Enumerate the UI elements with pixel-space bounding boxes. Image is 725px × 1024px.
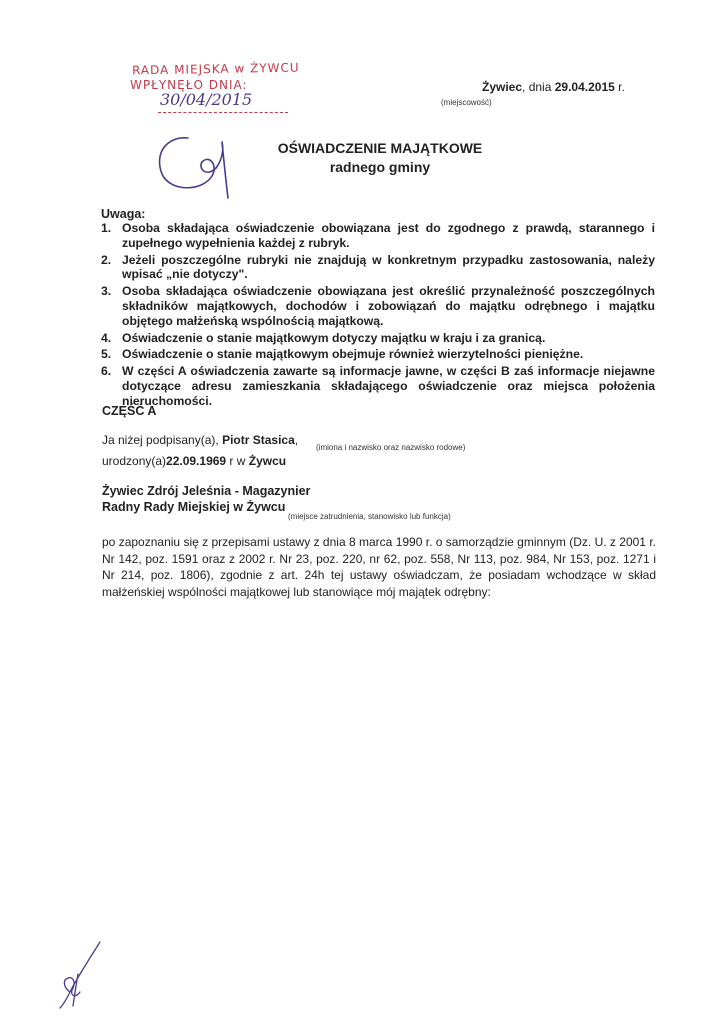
name-caption: (imiona i nazwisko oraz nazwisko rodowe) [316,443,466,452]
signatory-suffix: , [294,433,299,447]
handwritten-initials [150,132,250,202]
note-text: W części A oświadczenia zawarte są informacje jawne, w części B zaś informacje niejawne dotyczące adresu zamieszkania składającego oświadczenie oraz miejsca położenia nieruchomości. [122,364,655,408]
stamp-date: 30/04/2015 [160,90,253,109]
city-caption: (miejscowość) [441,98,492,107]
birth-place: Żywcu [248,454,287,468]
stamp-underline [158,112,288,113]
signatory-prefix: Ja niżej podpisany(a), [102,433,223,447]
note-number: 3. [101,284,112,299]
note-number: 4. [101,330,112,345]
declaration-paragraph: po zapoznaniu się z przepisami ustawy z dnia 8 marca 1990 r. o samorządzie gminnym (Dz. U. z 2001 r. Nr 142, poz. 1591 oraz z 2002 r. Nr 23, poz. 220, nr 62, poz. 558, Nr 113, poz. 984, Nr 153, poz. 1271 i Nr 214, poz. 1806), zgodnie z art. 24h tej ustawy oświadczam, że posiadam wchodzące w skład małżeńskiej wspólności majątkowej lub stanowiące mój majątek odrębny: [102,535,656,599]
birth-line [102,454,286,468]
birth-mid: r w [226,454,249,468]
note-item [101,364,655,408]
place-and-date [482,80,625,94]
signature-mark [56,940,106,1010]
note-item [101,347,655,362]
note-text: Oświadczenie o stanie majątkowym obejmuje również wierzytelności pieniężne. [122,347,584,362]
title-sub: radnego gminy [329,159,431,175]
note-number: 5. [101,347,112,362]
note-number: 2. [101,252,112,267]
birth-date: 22.09.1969 [166,454,227,468]
date-prefix: , dnia [522,80,555,94]
note-text: Oświadczenie o stanie majątkowym dotyczy majątku w kraju i za granicą. [122,330,546,345]
part-a-heading: CZĘŚĆ A [102,404,157,418]
document-title [270,140,490,175]
note-text: Jeżeli poszczególne rubryki nie znajdują w konkretnym przypadku zastosowania, należy wpisać „nie dotyczy". [122,252,655,282]
note-item [101,253,655,283]
signatory-name: Piotr Stasica [222,433,295,447]
notes-heading: Uwaga: [101,207,146,221]
note-item [101,284,655,328]
date-suffix: r. [614,80,625,94]
title-main: OŚWIADCZENIE MAJĄTKOWE [277,140,483,156]
note-number: 1. [101,221,112,235]
note-number: 6. [101,364,112,379]
registry-stamp [128,60,318,130]
note-item [101,221,655,251]
stamp-line-2: WPŁYNĘŁO DNIA: [130,78,248,92]
employment-caption: (miejsce zatrudnienia, stanowisko lub funkcja) [288,512,451,521]
signatory-line [102,433,298,447]
city-name: Żywiec [482,80,523,94]
document-date: 29.04.2015 [554,80,615,94]
employment-line-1: Żywiec Zdrój Jeleśnia - Magazynier [102,484,311,498]
note-text: Osoba składająca oświadczenie obowiązana jest określić przynależność poszczególnych składników majątkowych, dochodów i zobowiązań do majątku odrębnego i majątku objętego małżeńską wspólnością majątkową. [122,284,655,328]
note-item [101,331,655,346]
notes-list [101,221,655,411]
employment-line-2: Radny Rady Miejskiej w Żywcu [102,500,286,514]
birth-prefix: urodzony(a) [102,454,167,468]
stamp-line-1: RADA MIEJSKA w ŻYWCU [131,60,300,78]
note-text: Osoba składająca oświadczenie obowiązana jest do zgodnego z prawdą, starannego i zupełnego wypełnienia każdej z rubryk. [122,221,655,250]
